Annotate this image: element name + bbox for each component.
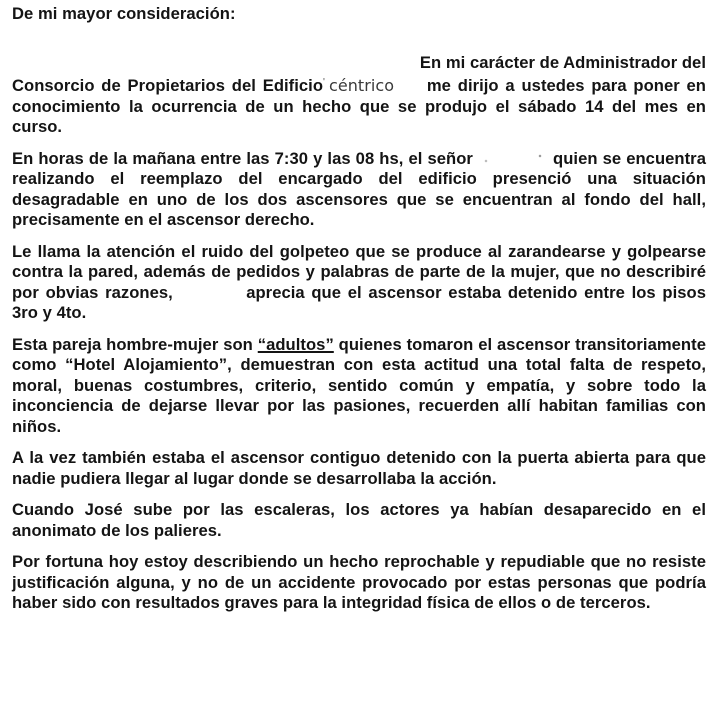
paragraph-3-after: aprecia que el ascensor estaba detenido entre los pisos 3ro y 4to.	[12, 282, 706, 322]
paragraph-2	[12, 149, 706, 231]
paragraph-4	[12, 335, 706, 438]
redacted-name	[478, 153, 548, 165]
paragraph-1-after-name: me dirijo a ustedes para poner en conocimiento la ocurrencia de un hecho que se produjo el sábado 14 del mes en curso.	[12, 76, 706, 136]
salutation: De mi mayor consideración:	[12, 4, 236, 23]
paragraph-1-before-name: Consorcio de Propietarios del Edificio	[12, 76, 324, 95]
paragraph-3	[12, 242, 706, 324]
paragraph-2-after: quien se encuentra realizando el reemplazo del encargado del edificio presenció una situación desagradable en uno de los dos ascensores que se encuentran al fondo del hall, precisamente en el ascensor derecho.	[12, 148, 706, 229]
letter-page	[12, 0, 706, 720]
paragraph-2-before: En horas de la mañana entre las 7:30 y las 08 hs, el señor	[12, 148, 473, 168]
paragraph-5: A la vez también estaba el ascensor contiguo detenido con la puerta abierta para que nadie pudiera llegar al lugar donde se desarrollaba la acción.	[12, 448, 706, 488]
paragraph-1-lead: En mi carácter de Administrador del	[419, 52, 706, 72]
redaction-mark: '	[323, 77, 325, 88]
building-name: céntrico	[329, 76, 395, 95]
paragraph-7: Por fortuna hoy estoy describiendo un hecho reprochable y repudiable que no resiste justificación alguna, y no de un accidente provocado por estas personas que podría haber sido con resultados graves para la integridad física de ellos o de terceros.	[12, 552, 706, 612]
paragraph-4-after: quienes tomaron el ascensor transitoriamente como “Hotel Alojamiento”, demuestran con esta actitud una total falta de respeto, moral, buenas costumbres, criterio, sentido común y empatía, y sobre todo la inconciencia de dejarse llevar por las pasiones, recuerden allí habitan familias con niños.	[12, 334, 706, 436]
emphasis-adultos: “adultos”	[257, 334, 334, 354]
paragraph-1	[12, 53, 706, 138]
paragraph-6: Cuando José sube por las escaleras, los actores ya habían desaparecido en el anonimato de los palieres.	[12, 500, 706, 540]
paragraph-4-before: Esta pareja hombre-mujer son	[12, 334, 253, 354]
paragraph-3-before: Le llama la atención el ruido del golpeteo que se produce al zarandearse y golpearse contra la pared, además de pedidos y palabras de parte de la mujer, que no describiré por obvias razones,	[12, 241, 706, 302]
